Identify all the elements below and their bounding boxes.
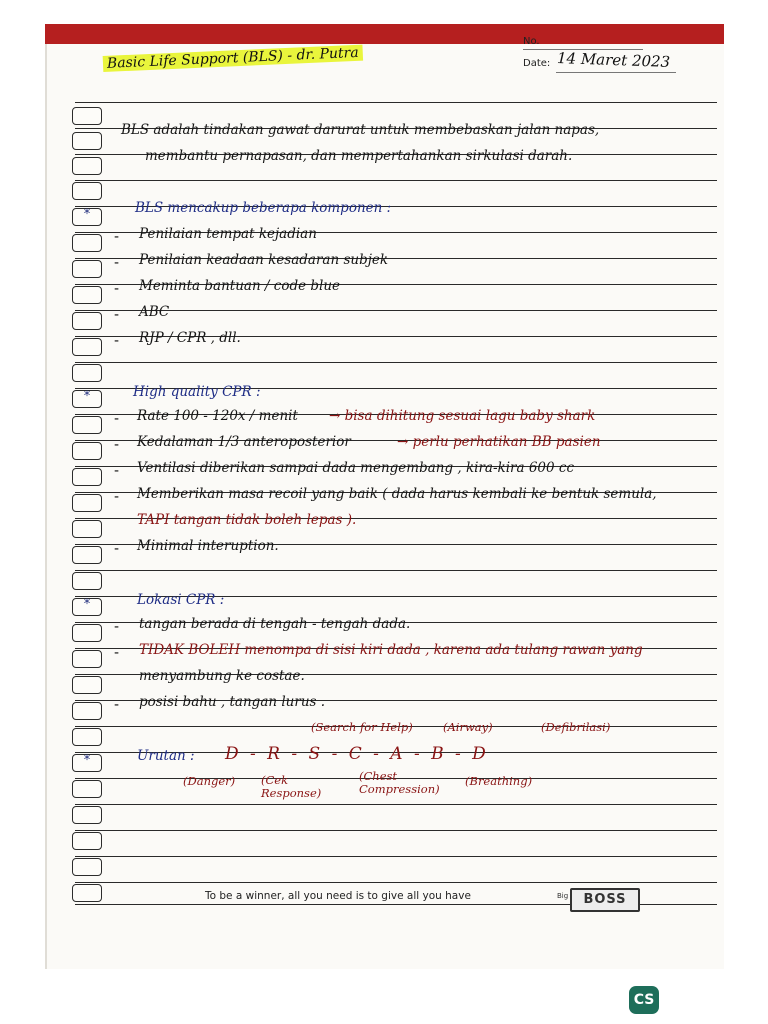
hq-recoil-note: TAPI tangan tidak boleh lepas ). xyxy=(137,512,357,528)
checkbox[interactable] xyxy=(72,858,102,876)
hq-minimal: Minimal interuption. xyxy=(137,538,279,554)
hq-rate-note: → bisa dihitung sesuai lagu baby shark xyxy=(329,408,596,424)
checkbox[interactable] xyxy=(72,157,102,175)
rule-line xyxy=(75,830,717,831)
checkbox[interactable] xyxy=(72,546,102,564)
lokasi-heading: Lokasi CPR : xyxy=(137,592,225,608)
rule-line xyxy=(75,882,717,883)
no-label: No. xyxy=(523,36,540,47)
bullet-dash: - xyxy=(114,281,120,297)
intro-line-1: BLS adalah tindakan gawat darurat untuk membebaskan jalan napas, xyxy=(121,122,600,138)
checkbox[interactable] xyxy=(72,780,102,798)
note-breathing: (Breathing) xyxy=(465,774,533,788)
bullet-dash: - xyxy=(114,307,120,323)
page-top-band xyxy=(45,24,724,44)
bullet-dash: - xyxy=(114,333,120,349)
star-mark: * xyxy=(83,207,91,222)
lokasi-line-3: menyambung ke costae. xyxy=(139,668,305,684)
hq-recoil: Memberikan masa recoil yang baik ( dada harus kembali ke bentuk semula, xyxy=(137,486,657,502)
checkbox[interactable] xyxy=(72,702,102,720)
checkbox[interactable] xyxy=(72,364,102,382)
checkbox[interactable] xyxy=(72,260,102,278)
bullet-dash: - xyxy=(114,411,120,427)
checkbox-starred[interactable] xyxy=(72,598,102,616)
brand-small: Big xyxy=(557,892,569,900)
checkbox[interactable] xyxy=(72,338,102,356)
komponen-item: RJP / CPR , dll. xyxy=(139,330,241,346)
note-response: (Cek Response) xyxy=(261,773,322,800)
rule-line xyxy=(75,362,717,363)
star-mark: * xyxy=(83,389,91,404)
komponen-heading: BLS mencakup beberapa komponen : xyxy=(135,200,392,216)
checkbox[interactable] xyxy=(72,728,102,746)
rule-line xyxy=(75,310,717,311)
lokasi-line-2 xyxy=(139,642,643,658)
lokasi-line-1: tangan berada di tengah - tengah dada. xyxy=(139,616,411,632)
bullet-dash: - xyxy=(114,619,120,635)
rule-line xyxy=(75,804,717,805)
date-value: 14 Maret 2023 xyxy=(556,49,671,71)
checkbox[interactable] xyxy=(72,416,102,434)
bullet-dash: - xyxy=(114,437,120,453)
komponen-item: Penilaian tempat kejadian xyxy=(139,226,317,242)
lokasi-line-4: posisi bahu , tangan lurus . xyxy=(139,694,326,710)
checkbox[interactable] xyxy=(72,884,102,902)
checkbox[interactable] xyxy=(72,286,102,304)
urutan-sequence: D - R - S - C - A - B - D xyxy=(225,744,489,764)
date-label: Date: xyxy=(523,58,551,69)
note-search: (Search for Help) xyxy=(311,720,413,734)
bullet-dash: - xyxy=(114,489,120,505)
date-line xyxy=(556,72,676,73)
checkbox-starred[interactable] xyxy=(72,208,102,226)
bullet-dash: - xyxy=(114,229,120,245)
checkbox[interactable] xyxy=(72,107,102,125)
star-mark: * xyxy=(83,597,91,612)
note-danger: (Danger) xyxy=(183,774,236,788)
hq-ventilasi: Ventilasi diberikan sampai dada mengembang , kira-kira 600 cc xyxy=(137,460,575,476)
checkbox[interactable] xyxy=(72,468,102,486)
hq-cpr-heading: High quality CPR : xyxy=(133,384,261,400)
rule-line xyxy=(75,856,717,857)
camscanner-badge: CS xyxy=(629,986,659,1014)
rule-line xyxy=(75,102,717,103)
bullet-dash: - xyxy=(114,697,120,713)
checkbox[interactable] xyxy=(72,572,102,590)
checkbox-starred[interactable] xyxy=(72,390,102,408)
komponen-item: Penilaian keadaan kesadaran subjek xyxy=(139,252,389,268)
note-defib: (Defibrilasi) xyxy=(541,720,611,734)
checkbox[interactable] xyxy=(72,234,102,252)
checkbox[interactable] xyxy=(72,494,102,512)
checkbox[interactable] xyxy=(72,312,102,330)
komponen-item: ABC xyxy=(139,304,170,320)
hq-kedalaman-note: → perlu perhatikan BB pasien xyxy=(397,434,601,450)
checkbox[interactable] xyxy=(72,832,102,850)
notebook-page xyxy=(45,24,724,969)
footer-quote: To be a winner, all you need is to give all you have xyxy=(205,890,471,902)
checkbox[interactable] xyxy=(72,676,102,694)
brand-logo: BOSS xyxy=(570,888,640,912)
rule-line xyxy=(75,570,717,571)
hq-rate: Rate 100 - 120x / menit xyxy=(137,408,298,424)
checkbox[interactable] xyxy=(72,650,102,668)
bullet-dash: - xyxy=(114,463,120,479)
checkbox[interactable] xyxy=(72,520,102,538)
urutan-label: Urutan : xyxy=(137,748,195,764)
star-mark: * xyxy=(83,753,91,768)
note-airway: (Airway) xyxy=(443,720,493,734)
note-chest: (Chest Compression) xyxy=(359,769,440,796)
bullet-dash: - xyxy=(114,645,120,661)
lokasi-line-2-text: TIDAK BOLEH menompa di sisi kiri dada , karena ada tulang rawan yang xyxy=(139,642,643,658)
bullet-dash: - xyxy=(114,541,120,557)
checkbox[interactable] xyxy=(72,624,102,642)
komponen-item: Meminta bantuan / code blue xyxy=(139,278,341,294)
page-title: Basic Life Support (BLS) - dr. Putra xyxy=(103,45,363,72)
checkbox[interactable] xyxy=(72,182,102,200)
intro-line-2: membantu pernapasan, dan mempertahankan sirkulasi darah. xyxy=(145,148,573,164)
bullet-dash: - xyxy=(114,255,120,271)
checkbox-starred[interactable] xyxy=(72,754,102,772)
checkbox[interactable] xyxy=(72,806,102,824)
hq-kedalaman: Kedalaman 1/3 anteroposterior xyxy=(137,434,351,450)
checkbox[interactable] xyxy=(72,132,102,150)
checkbox[interactable] xyxy=(72,442,102,460)
rule-line xyxy=(75,180,717,181)
